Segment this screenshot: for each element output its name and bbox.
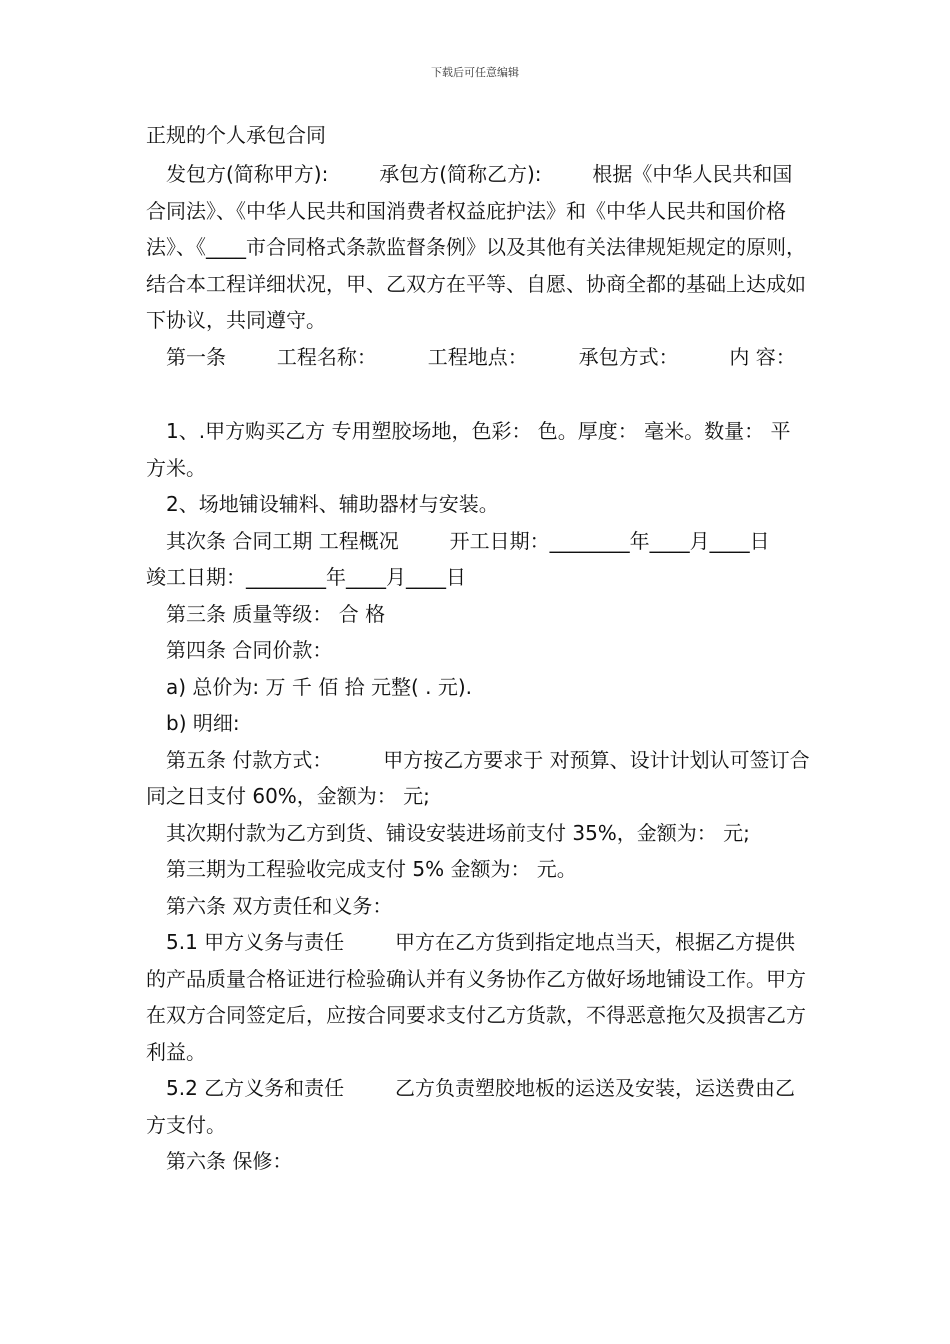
paragraph-article-5: 第五条 付款方式： 甲方按乙方要求于 对预算、设计计划认可签订合同之日支付 60%，金额为： 元; — [146, 747, 810, 808]
paragraph-third-payment: 第三期为工程验收完成支付 5% 金额为： 元。 — [166, 857, 577, 881]
page-header: 下载后可任意编辑 — [431, 66, 519, 79]
paragraph-item-1: 1、.甲方购买乙方 专用塑胶场地，色彩： 色。厚度： 毫米。数量： 平方米。 — [146, 419, 791, 480]
paragraph-preamble: 发包方(简称甲方): 承包方(简称乙方): 根据《中华人民共和国合同法》、《中华人民共和国消费者权益庇护法》和《中华人民共和国价格法》、《____市合同格式条款监督条例》以及其他有关法律规矩规定的原则，结合本工程详细状况，甲、乙双方在平等、自愿、协商全都的基础上达成如下协议，共同遵守。 — [146, 162, 806, 332]
paragraph-party-a-duties: 5.1 甲方义务与责任 甲方在乙方货到指定地点当天，根据乙方提供的产品质量合格证进行检验确认并有义务协作乙方做好场地铺设工作。甲方在双方合同签定后，应按合同要求支付乙方货款，不得恶意拖欠及损害乙方利益。 — [146, 930, 806, 1064]
paragraph-article-4: 第四条 合同价款： — [166, 638, 333, 662]
document-title: 正规的个人承包合同 — [146, 123, 326, 147]
paragraph-item-2: 2、场地铺设辅料、辅助器材与安装。 — [166, 492, 499, 516]
paragraph-party-b-duties: 5.2 乙方义务和责任 乙方负责塑胶地板的运送及安装，运送费由乙方支付。 — [146, 1076, 796, 1137]
paragraph-total-price: a) 总价为: 万 千 佰 拾 元整( . 元). — [166, 674, 472, 699]
paragraph-article-1: 第一条 工程名称： 工程地点： 承包方式： 内 容： — [166, 344, 796, 369]
paragraph-article-6: 第六条 双方责任和义务： — [166, 893, 393, 918]
paragraph-article-2: 其次条 合同工期 工程概况 开工日期：________年____月____日 竣工日期：________年____月____日 — [146, 528, 821, 589]
paragraph-article-3: 第三条 质量等级： 合 格 — [166, 601, 386, 626]
document-body — [146, 120, 821, 1180]
paragraph-second-payment: 其次期付款为乙方到货、铺设安装进场前支付 35%，金额为： 元; — [166, 820, 750, 845]
blank-line — [146, 375, 810, 413]
paragraph-warranty: 第六条 保修： — [166, 1149, 293, 1173]
paragraph-price-details: b) 明细: — [166, 711, 240, 735]
